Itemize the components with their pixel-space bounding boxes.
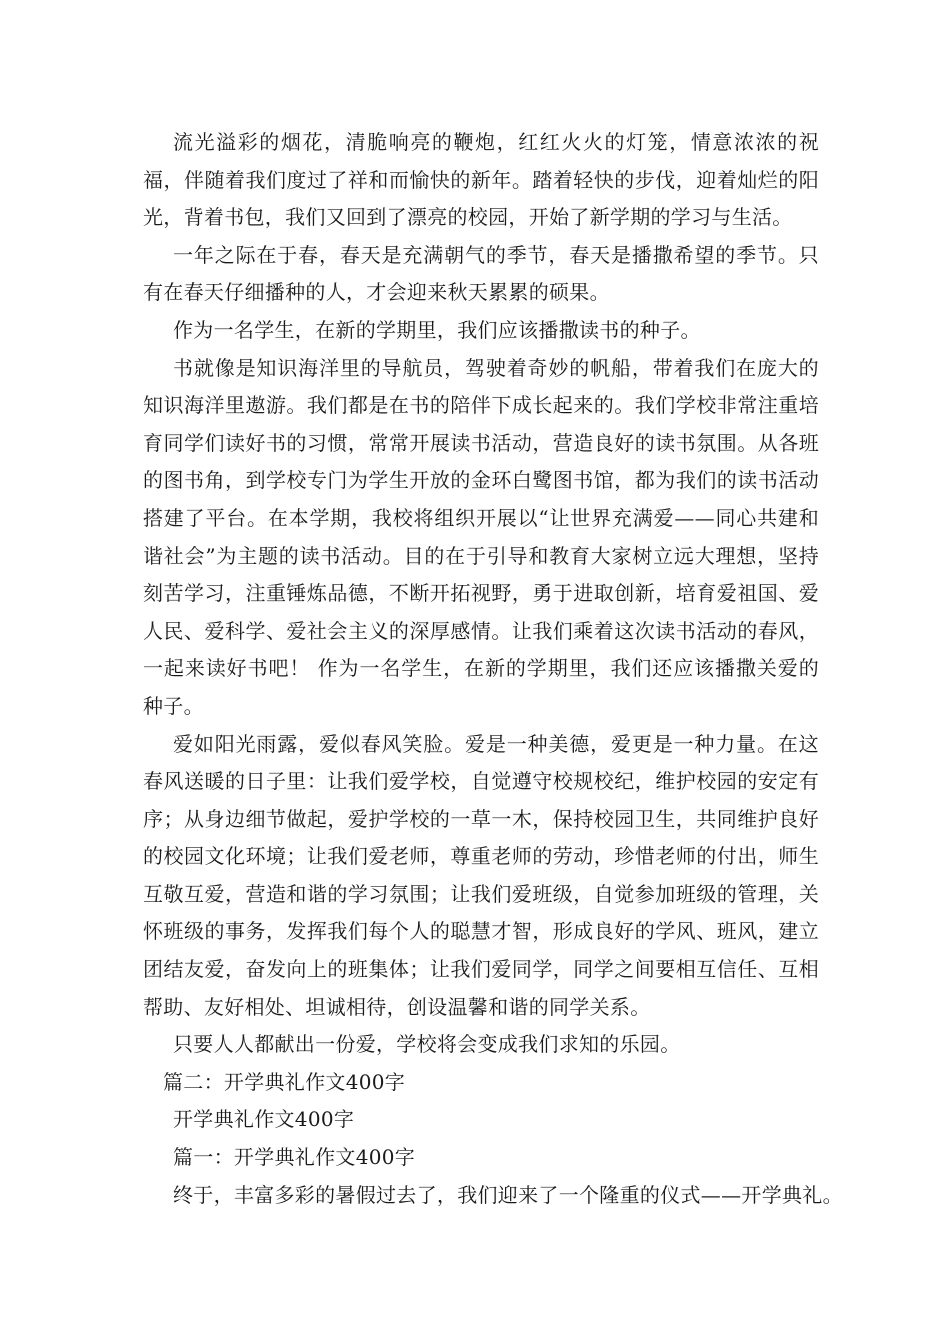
paragraph-conclusion: 只要人人都献出一份爱，学校将会变成我们求知的乐园。 bbox=[173, 1032, 681, 1057]
document-body bbox=[143, 124, 843, 1214]
article-title: 开学典礼作文400字 bbox=[173, 1107, 355, 1132]
sub-heading: 篇一：开学典礼作文400字 bbox=[173, 1145, 416, 1170]
section-heading: 篇二：开学典礼作文400字 bbox=[163, 1069, 406, 1094]
paragraph-spring: 一年之际在于春，春天是充满朝气的季节，春天是播撒希望的季节。只有在春天仔细播种的人，才会迎来秋天累累的硕果。 bbox=[143, 242, 819, 305]
closing-line: 终于，丰富多彩的暑假过去了，我们迎来了一个隆重的仪式——开学典礼。 bbox=[173, 1182, 843, 1207]
paragraph-books: 书就像是知识海洋里的导航员，驾驶着奇妙的帆船，带着我们在庞大的知识海洋里遨游。我们都是在书的陪伴下成长起来的。我们学校非常注重培育同学们读好书的习惯，常常开展读书活动，营造良好的读书氛围。从各班的图书角，到学校专门为学生开放的金环白鹭图书馆，都为我们的读书活动搭建了平台。在本学期，我校将组织开展以“让世界充满爱——同心共建和谐社会”为主题的读书活动。目的在于引导和教育大家树立远大理想，坚持刻苦学习，注重锤炼品德，不断开拓视野，勇于进取创新，培育爱祖国、爱人民、爱科学、爱社会主义的深厚感情。让我们乘着这次读书活动的春风，一起来读好书吧！ 作为一名学生，在新的学期里，我们还应该播撒关爱的种子。 bbox=[143, 355, 819, 718]
paragraph-new-year: 流光溢彩的烟花，清脆响亮的鞭炮，红红火火的灯笼，情意浓浓的祝福，伴随着我们度过了祥和而愉快的新年。踏着轻快的步伐，迎着灿烂的阳光，背着书包，我们又回到了漂亮的校园，开始了新学期的学习与生活。 bbox=[143, 130, 819, 230]
paragraph-love: 爱如阳光雨露，爱似春风笑脸。爱是一种美德，爱更是一种力量。在这春风送暖的日子里：让我们爱学校，自觉遵守校规校纪，维护校园的安定有序；从身边细节做起，爱护学校的一草一木，保持校园卫生，共同维护良好的校园文化环境；让我们爱老师，尊重老师的劳动，珍惜老师的付出，师生互敬互爱，营造和谐的学习氛围；让我们爱班级，自觉参加班级的管理，关怀班级的事务，发挥我们每个人的聪慧才智，形成良好的学风、班风，建立团结友爱，奋发向上的班集体；让我们爱同学，同学之间要相互信任、互相帮助、友好相处、坦诚相待，创设温馨和谐的同学关系。 bbox=[143, 731, 819, 1019]
paragraph-reading-seed: 作为一名学生，在新的学期里，我们应该播撒读书的种子。 bbox=[173, 317, 701, 342]
